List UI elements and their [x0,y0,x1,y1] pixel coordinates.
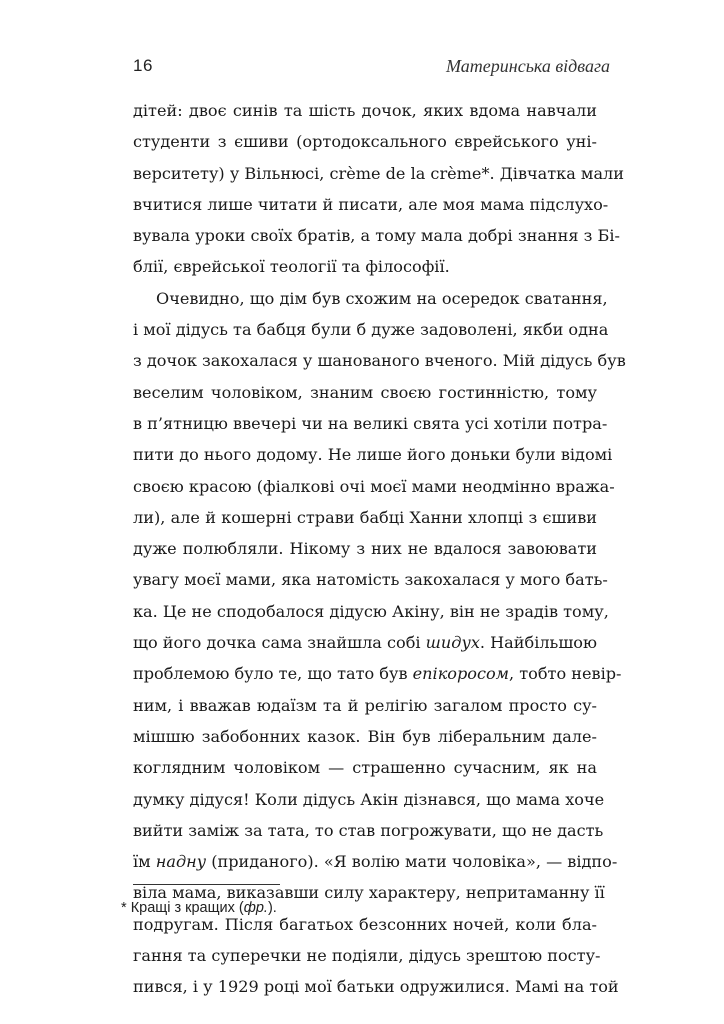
text-line: ним, і вважав юдаїзм та й релігію загалом просто су- [133,695,597,715]
text-segment: (приданого). «Я волію мати чоловіка», — відпо- [206,852,618,872]
text-segment: проблемою було те, що тато був [133,664,413,684]
text-segment: що його дочка сама знайшла собі [133,633,426,653]
body-text [130,95,626,1003]
text-line: дуже полюбляли. Нікому з них не вдалося завоювати [133,539,597,559]
text-line: вувала уроки своїх братів, а тому мала добрі знання з Бі- [133,226,620,246]
italic-term: шидух [425,633,480,653]
text-segment: , тобто невір- [509,664,622,684]
text-line: дітей: двоє синів та шість дочок, яких вдома навчали [133,101,597,120]
text-line: ка. Це не сподобалося дідусю Акіну, він не зрадів тому, [133,601,609,621]
text-line: подругам. Після багатьох безсонних ночей, коли бла- [133,914,597,934]
text-line [133,627,597,658]
text-line: вийти заміж за тата, то став погрожувати, що не дасть [133,820,604,840]
text-line: мішшю забобонних казок. Він був ліберальним дале- [133,726,597,746]
page-number: 16 [133,56,153,75]
italic-term: надну [155,852,207,872]
text-line: пити до нього додому. Не лише його доньки були відомі [133,445,613,465]
text-line: веселим чоловіком, знаним своєю гостинністю, тому [133,382,597,402]
text-line: коглядним чоловіком — страшенно сучасним, як на [133,758,597,778]
text-line: думку дідуся! Коли дідусь Акін дізнався, що мама хоче [133,789,605,809]
text-line: з дочок закохалася у шанованого вченого. Мій дідусь був [133,351,626,371]
footnote [121,900,277,916]
footnote-marker: * [121,900,127,916]
text-line: гання та суперечки не подіяли, дідусь зрештою посту- [133,946,601,966]
text-line: вчитися лише читати й писати, але моя мама підслухо- [133,194,609,214]
text-line: верситету) у Вільнюсі, crème de la crème*. Дівчатка мали [133,163,624,183]
text-line: своєю красою (фіалкові очі моєї мами неодмінно вража- [133,476,615,496]
text-line: пився, і у 1929 році мої батьки одружилися. Мамі на той [133,977,619,997]
text-line [133,846,618,877]
text-segment: . Найбільшою [479,633,597,653]
italic-term: епікоросом [412,664,510,684]
text-line: віла мама, виказавши силу характеру, непритаманну її [133,883,605,903]
text-segment: їм [133,852,156,872]
footnote-close: ). [267,900,277,916]
footnote-divider [133,884,280,885]
text-line: блії, єврейської теології та філософії. [133,257,450,277]
text-line [133,658,622,689]
footnote-text: Кращі з кращих ( [130,900,244,916]
running-head-title: Материнська відвага [446,56,610,76]
footnote-abbreviation: фр. [243,900,268,916]
text-line: і мої дідусь та бабця були б дуже задоволені, якби одна [133,320,609,340]
text-line: Очевидно, що дім був схожим на осередок сватання, [156,288,608,308]
text-line: в п’ятницю ввечері чи на великі свята усі хотіли потра- [133,413,608,433]
text-line: увагу моєї мами, яка натомість закохалася у мого бать- [133,570,608,590]
text-line: ли), але й кошерні страви бабці Ханни хлопці з єшиви [133,507,597,527]
text-line: студенти з єшиви (ортодоксального єврейського уні- [133,132,597,152]
